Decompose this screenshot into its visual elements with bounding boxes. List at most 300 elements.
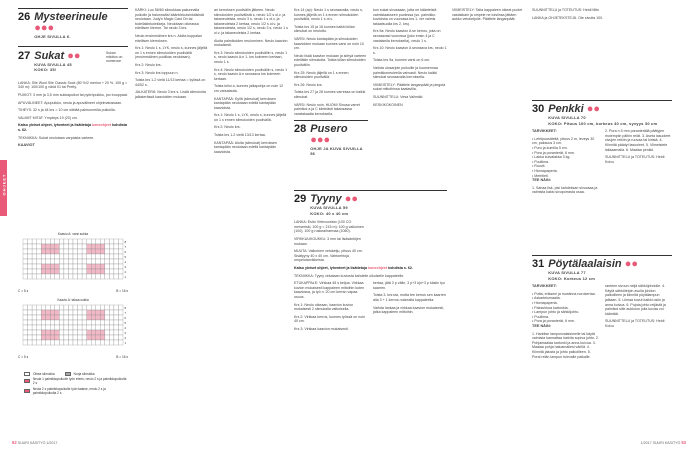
body-text: ranteen sivuun neljä sähköjohdolle. 4. Käytä sähköteipin avulla johdon paikoilleen ja kiinnitä pöytälampun jalkaan. 5. Liimaa kuvut kaikki osiin ja anna kuivua. 6. Pujota johto reijästä ja palmikoi sille aukkoon jolla kuvaa voi kääntää. xyxy=(605,284,666,316)
body-text: MUUTA: Valkoinen vetoketju, pituus 40 cm. Sisätyyny 40 x 40 cm. Vahtoehtoja ompelutarvikkeista. xyxy=(294,249,363,263)
chart-cell xyxy=(46,269,51,274)
chart-cell xyxy=(109,310,114,315)
pattern-26-header xyxy=(18,12,128,40)
chart-cell xyxy=(64,249,69,254)
chart-cell xyxy=(37,264,42,269)
chart-cell xyxy=(68,305,73,310)
rule xyxy=(294,190,447,191)
pattern-size: KOKO: Pituus 100 cm, korkeus 40 cm, syvyys 30 cm xyxy=(548,120,658,126)
chart-cell xyxy=(37,320,42,325)
section-tab xyxy=(0,160,7,216)
lanka-text: LANKA: Sile Wool Sile Classic Sock (80 %/2 merino + 20 %, 100 g = 340 m): 100/100 g väriä 01 tai Pretty. xyxy=(18,80,128,90)
chart-cell xyxy=(109,325,114,330)
supply-item: • Puuliima. xyxy=(532,314,550,319)
legend-item: Neula 1 palmikkopuikolle työn eteen, neulo 2 s ja palmikkopuikolta 2 s xyxy=(24,377,128,385)
chart-cell xyxy=(37,239,42,244)
chart-cell xyxy=(78,340,83,345)
chart-cell xyxy=(28,335,33,340)
chart-cell xyxy=(114,320,119,325)
rule xyxy=(294,120,368,121)
chart-cell xyxy=(109,254,114,259)
chart-cell xyxy=(118,315,123,320)
pattern-31-header xyxy=(532,259,672,281)
supply-item: • Puuliima. xyxy=(532,159,550,164)
chart-cell xyxy=(109,305,114,310)
kaavio-heading: KAAVIOT xyxy=(18,143,35,148)
chart-cell xyxy=(109,249,114,254)
chart-cell xyxy=(118,249,123,254)
chart-cell xyxy=(37,259,42,264)
chart-cell xyxy=(46,239,51,244)
chart-cell xyxy=(73,340,78,345)
chart-cell xyxy=(37,254,42,259)
chart-row-label: 4 xyxy=(124,259,127,264)
chart-cell xyxy=(105,340,110,345)
body-text: VIIMEISTELY: Päättele langanpäät ja pingota sukat mittoihinsa kaatavilla. xyxy=(373,82,446,92)
supply-item: • Lampun johto ja sähköjohto. xyxy=(532,310,580,315)
chart-cell xyxy=(91,269,96,274)
section-heading: TEE NÄIN: xyxy=(532,323,551,328)
chart-cell xyxy=(50,335,55,340)
chart-cell xyxy=(109,259,114,264)
chart-cell xyxy=(105,259,110,264)
chart-row-label: 2 xyxy=(124,335,127,340)
body-text: KANTAPÄÄ: Aloita (silmukat) kerroksen kantapään neulotaan edellä kantapään kaavioista. xyxy=(214,140,278,154)
pattern-27-header xyxy=(18,51,128,73)
chart-cell xyxy=(82,249,87,254)
chart-cell xyxy=(46,259,51,264)
chart-cell xyxy=(68,259,73,264)
chart-cell xyxy=(64,310,69,315)
body-text: Toista kriisi a, kunnes jalkapohja on noin 12 cm varsatauta. xyxy=(214,84,284,93)
chart-cell xyxy=(32,315,37,320)
chart-cell xyxy=(37,340,42,345)
chart-cell xyxy=(64,325,69,330)
chart-cell xyxy=(96,269,101,274)
chart-title: Kaavio A: takaa sukka xyxy=(57,298,89,302)
chart-cell xyxy=(118,330,123,335)
chart-cell xyxy=(32,305,37,310)
chart-cell xyxy=(91,254,96,259)
chart-cell xyxy=(91,259,96,264)
chart-cell xyxy=(68,274,73,279)
chart-cell xyxy=(73,274,78,279)
chart-cell xyxy=(100,269,105,274)
chart-cell xyxy=(109,264,114,269)
chart-cell xyxy=(46,264,51,269)
body-text: kertaa, jätä 3 p välin, 3 p+3 kjn+3 p käsiin tyo kaarren. xyxy=(373,281,445,290)
chart-cell xyxy=(96,315,101,320)
chart-row-label: 2 xyxy=(124,269,127,274)
pattern-30-header xyxy=(532,104,672,126)
chart-cell xyxy=(118,274,123,279)
chart-cell xyxy=(28,330,33,335)
chart-cell xyxy=(109,320,114,325)
legend-item: Oikea silmukka Nurja silmukka xyxy=(24,372,128,376)
supply-item: • Hiomapaperia. xyxy=(532,300,558,305)
chart-cell xyxy=(32,330,37,335)
pattern-number: 27 xyxy=(18,49,31,62)
chart-row-label: 1 xyxy=(124,274,127,279)
chart-cell xyxy=(105,330,110,335)
chart-cell xyxy=(100,259,105,264)
chart-cell xyxy=(73,259,78,264)
chart-cell xyxy=(59,269,64,274)
chart-a xyxy=(18,232,128,293)
chart-cell xyxy=(64,254,69,259)
chart-cell xyxy=(46,320,51,325)
body-text: Neulo lisää kaavion mukaan ja siirtyä varteen edelläkin silmukoita. Toista kiilan silmukoiden puoliväliin. xyxy=(294,53,367,67)
chart-cell xyxy=(41,320,46,325)
chart-cell xyxy=(73,249,78,254)
chart-cell xyxy=(32,244,37,249)
chart-cell xyxy=(23,335,28,340)
chart-cell xyxy=(28,254,33,259)
legend-item: Neula 2 s palmikkopuikolle työn taakse, neulo 2 s ja palmikkopuikolta 2 s xyxy=(24,387,128,395)
chart-cell xyxy=(59,305,64,310)
column-1 xyxy=(18,8,128,151)
supply-item: • Pora ja poranterät, 6 mm. xyxy=(532,150,576,155)
chart-cell xyxy=(64,274,69,279)
chart-cell xyxy=(59,315,64,320)
chart-cell xyxy=(96,244,101,249)
chart-cell xyxy=(87,310,92,315)
chart-cell xyxy=(23,325,28,330)
chart-cell xyxy=(41,335,46,340)
chart-cell xyxy=(55,264,60,269)
chart-cell xyxy=(114,274,119,279)
chart-xlabel: C = 5 s xyxy=(18,355,29,359)
chart-cell xyxy=(23,264,28,269)
body-text: KANTAPÄÄ: Kyllä (silmukat) kerroksen kantapään neulotaan edellä kantapään kaavioista. xyxy=(214,96,277,110)
chart-cell xyxy=(23,244,28,249)
chart-cell xyxy=(96,325,101,330)
chart-cell xyxy=(96,305,101,310)
pattern-title: Sukat ●● xyxy=(34,49,81,62)
column-4 xyxy=(294,8,368,156)
chart-cell xyxy=(91,325,96,330)
body-text: Krs 25: Neulo jäljellä on 1 s ennen silmukoiden puoliväliä. xyxy=(294,70,349,80)
body-text: VIIMEISTELY: Taita kappaleen oikeat puolet vastakkain ja ompele ne toisiinsa jättäen aukko vetoketjulle. Päättele langanpäät. xyxy=(452,8,523,22)
chart-cell xyxy=(114,249,119,254)
chart-cell xyxy=(50,244,55,249)
chart-cell xyxy=(32,325,37,330)
chart-cell xyxy=(96,340,101,345)
chart-cell xyxy=(82,305,87,310)
chart-cell xyxy=(41,340,46,345)
body-text: 2. Pora n 5 mm poranterällä päätyjen molempiin päihin reiät. 3. Aseta lasuoleet sivujen reikiin ja ruuvaa tai kiristä. 4. Kiinnitä päädyt lasuoleet, 5. Viimeistele lakkaamalla. 6. Maalaa penkki. xyxy=(605,129,671,152)
chart-cell xyxy=(28,305,33,310)
body-text: KÄRKI: Luo 56/60 silmukkaa pakunnalla puikolle ja halunnalta! kääntörkutsinkäisistä neulotaan. Judy's Magic Cast On tai todellakinkoiekkeja. Neulotaan oikeassa edellisen kierron. Tai neulo 3 krs. xyxy=(135,8,204,31)
chart-cell xyxy=(87,259,92,264)
footer-right xyxy=(641,440,686,445)
pattern-size: KOKO: Korkeus 12 cm xyxy=(548,275,595,281)
body-text: Krs 4: Neulo silmukoiden puoliväliin s, neulo 1 s, neulo kaavio A:n seuraava krs kolmeen kertaan. xyxy=(214,67,288,81)
pattern-subtitle: KUVA SIVULLA 77 xyxy=(548,270,586,275)
body-text: Krs 26: Neulo krs. xyxy=(294,82,323,87)
valmis-text: VALMIIT MITAT: Ympärys 19 (20) cm. xyxy=(18,115,78,120)
chart-cell xyxy=(23,239,28,244)
chart-cell xyxy=(37,249,42,254)
body-text: Krs 2: Virkkaa kerros, kunnes työssä on noin 40 cm. xyxy=(294,314,366,324)
chart-cell xyxy=(41,239,46,244)
chart-cell xyxy=(46,249,51,254)
chart-cell xyxy=(37,305,42,310)
chart-cell xyxy=(64,244,69,249)
chart-cell xyxy=(37,330,42,335)
chart-cell xyxy=(64,315,69,320)
chart-cell xyxy=(82,320,87,325)
chart-cell xyxy=(37,269,42,274)
supply-item: • Metritieti. xyxy=(532,173,549,178)
body-text: Toista krs 15 ja 16 kunnes kaikki kiilan silmukat on neulottu. xyxy=(294,24,355,34)
chart-cell xyxy=(96,335,101,340)
chart-cell xyxy=(55,325,60,330)
chart-cell xyxy=(118,335,123,340)
chart-cell xyxy=(91,310,96,315)
pattern-size: KOKO: 35/ xyxy=(34,67,57,73)
chart-cell xyxy=(37,310,42,315)
chart-cell xyxy=(41,259,46,264)
chart-cell xyxy=(59,330,64,335)
chart-cell xyxy=(73,269,78,274)
chart-ylabel: B = 16 s xyxy=(116,289,128,293)
body-text: TEKNIIKKA: Tyyny virkataan kuviosta kahdelle ulkoiselle kappaleelle. xyxy=(294,273,405,278)
chart-cell xyxy=(100,330,105,335)
chart-cell xyxy=(46,310,51,315)
chart-cell xyxy=(28,340,33,345)
chart-cell xyxy=(96,259,101,264)
chart-cell xyxy=(23,259,28,264)
pattern-subtitle: KUVA SIVULLA 45 xyxy=(34,61,72,67)
chart-row-label: 8 xyxy=(124,305,127,310)
chart-cell xyxy=(109,330,114,335)
chart-cell xyxy=(23,310,28,315)
body-text: Krs 3: Neulo krs toppuun n. xyxy=(135,70,179,75)
chart-cell xyxy=(87,254,92,259)
chart-cell xyxy=(23,320,28,325)
chart-cell xyxy=(96,264,101,269)
chart-cell xyxy=(46,254,51,259)
chart-cell xyxy=(55,330,60,335)
chart-cell xyxy=(87,239,92,244)
chart-cell xyxy=(28,310,33,315)
chart-cell xyxy=(78,259,83,264)
chart-cell xyxy=(46,340,51,345)
chart-cell xyxy=(96,330,101,335)
chart-cell xyxy=(100,239,105,244)
chart-cell xyxy=(114,310,119,315)
chart-cell xyxy=(87,315,92,320)
chart-cell xyxy=(87,264,92,269)
chart-cell xyxy=(118,239,123,244)
chart-cell xyxy=(23,315,28,320)
chart-cell xyxy=(55,259,60,264)
size-note: Sukan mitoitus on numeroon xyxy=(106,50,123,63)
chart-cell xyxy=(68,310,73,315)
chart-cell xyxy=(32,274,37,279)
pattern-title: Pöytälaalaisin ●● xyxy=(548,258,638,270)
chart-row-label: 1 xyxy=(124,340,127,345)
chart-cell xyxy=(87,269,92,274)
chart-cell xyxy=(68,340,73,345)
chart-row-label: 7 xyxy=(124,310,127,315)
body-text: LANKA: Esito Virtevuoristo (100 CO merseriski, 100 g = 215 m): 100 g valkoinen (100), 100 g ruskea/harmaa (1060). xyxy=(294,220,364,234)
chart-cell xyxy=(109,340,114,345)
chart-cell xyxy=(23,305,28,310)
legend-swatch xyxy=(24,389,30,393)
chart-cell xyxy=(28,315,33,320)
chart-cell xyxy=(68,315,73,320)
chart-cell xyxy=(32,239,37,244)
chart-cell xyxy=(68,244,73,249)
chart-cell xyxy=(105,274,110,279)
chart-cell xyxy=(82,254,87,259)
chart-cell xyxy=(55,335,60,340)
chart-cell xyxy=(50,340,55,345)
body-text: Toista krs 1-2 vielä 11/13 kertaa = kylissä on 44/52 s. xyxy=(135,78,206,87)
footer-left xyxy=(12,440,57,445)
chart-cell xyxy=(73,320,78,325)
chart-cell xyxy=(28,259,33,264)
chart-cell xyxy=(78,274,83,279)
pattern-title: Pusero ●●● xyxy=(310,123,348,147)
chart-cell xyxy=(28,274,33,279)
chart-cell xyxy=(41,305,46,310)
chart-cell xyxy=(28,239,33,244)
chart-cell xyxy=(37,274,42,279)
chart-cell xyxy=(78,335,83,340)
column-6 xyxy=(452,8,526,25)
chart-cell xyxy=(114,264,119,269)
chart-cell xyxy=(105,264,110,269)
chart-row-label: 8 xyxy=(124,239,127,244)
chart-cell xyxy=(114,335,119,340)
chart-cell xyxy=(78,244,83,249)
pattern-number: 29 xyxy=(294,193,307,205)
chart-cell xyxy=(46,335,51,340)
column-5 xyxy=(373,8,447,110)
chart-cell xyxy=(41,264,46,269)
column-3 xyxy=(214,8,288,157)
chart-cell xyxy=(82,315,87,320)
chart-cell xyxy=(68,269,73,274)
chart-cell xyxy=(32,269,37,274)
chart-title: Kaavio A: varsi sukka xyxy=(57,232,89,236)
chart-cell xyxy=(78,249,83,254)
chart-cell xyxy=(91,315,96,320)
chart-a-grid xyxy=(18,236,128,284)
chart-cell xyxy=(55,320,60,325)
supply-list xyxy=(532,292,599,324)
chart-cell xyxy=(46,274,51,279)
supply-item: • Putta, erikseni ja mustinna norokertaa. xyxy=(532,291,596,296)
apu-text: APUVÄLINEET: Apupuikko, neula ja apuvälineet ohjelmatossaan. xyxy=(18,100,123,105)
footer-text: 1/2017 SUURI KÄSITYÖ xyxy=(640,441,681,445)
body-text: Krs 1: Neulo oikeaan, kaavion kuvion mukaisesti 2 silmukalla valkoisella. xyxy=(294,302,354,312)
chart-cell xyxy=(105,269,110,274)
chart-cell xyxy=(105,244,110,249)
chart-cell xyxy=(59,244,64,249)
legend-swatch xyxy=(24,372,30,376)
body-text: 1. Harkitse lampunvalaisimelle tai käytä valmista kannattaa harkita sopiva johto. 2. Pohjamaalaa kartonki ja anna kuivua. 3. Maalaa pohja haluamallesi värillä. 4. Kiinnitä jalusta ja johto paikoilleen. 5. Porai reiän lampun tulevalle paikalle. xyxy=(532,331,599,359)
chart-cell xyxy=(100,315,105,320)
chart-cell xyxy=(41,274,46,279)
rule xyxy=(18,8,128,9)
body-text: Toista krs 1-2 vielä 13/13 kertaa. xyxy=(214,133,266,138)
chart-cell xyxy=(55,305,60,310)
chart-cell xyxy=(82,274,87,279)
chart-cell xyxy=(55,239,60,244)
chart-cell xyxy=(68,335,73,340)
chart-cell xyxy=(41,244,46,249)
body-text: VIRKKUUKOUKKU: 3 mm tai lisäsäntöjen mukaan. xyxy=(294,236,361,246)
chart-cell xyxy=(32,249,37,254)
chart-cell xyxy=(59,249,64,254)
chart-cell xyxy=(50,269,55,274)
chart-cell xyxy=(100,325,105,330)
chart-xlabel: C = 5 s xyxy=(18,289,29,293)
chart-cell xyxy=(37,325,42,330)
chart-cell xyxy=(96,239,101,244)
body-text: VARSI: Neulo kantapään ja silmukoiden kaavioiden mukaan kunnes varsi on noin 10 cm. xyxy=(294,36,364,51)
body-text: Aloita palmikoiden neulominen. Neulo kaavion mukaisesti. xyxy=(214,38,288,48)
chart-cell xyxy=(100,305,105,310)
credit-text: SUUNNITTELU ja TOTEUTUS: Heidi Koivu xyxy=(605,319,665,328)
chart-cell xyxy=(73,310,78,315)
supply-item: • Paksuhkoa kartonkia. xyxy=(532,305,569,310)
chart-cell xyxy=(41,330,46,335)
puikot-text: PUIKOT: 3 mm ja 3,5 mm sukkapuikot tai pyöröpuikko, joo truoppaat. xyxy=(18,92,128,97)
chart-cell xyxy=(28,264,33,269)
pattern-number: 31 xyxy=(532,258,545,270)
chart-cell xyxy=(78,239,83,244)
chart-cell xyxy=(59,254,64,259)
chart-row-label: 3 xyxy=(124,264,127,269)
chart-cell xyxy=(109,274,114,279)
body-text: Krs 3: Neulo silmukoiden puoliväliin s, neulo 1 s, neulo kaavio A:n 1. krs kolmeen kertaan, neulo 1 s. xyxy=(214,50,288,64)
chart-cell xyxy=(55,340,60,345)
chart-cell xyxy=(78,305,83,310)
chart-cell xyxy=(78,269,83,274)
pattern-30 xyxy=(532,100,672,198)
body-text: SUUNNITTELU: Vesa Valimäki xyxy=(373,94,423,99)
chart-cell xyxy=(64,330,69,335)
chart-row-label: 6 xyxy=(124,249,127,254)
footer-text: SUURI KÄSITYÖ 1/2017 xyxy=(17,441,58,445)
pattern-title: Tyyny ●● xyxy=(310,193,358,205)
chart-cell xyxy=(82,310,87,315)
chart-cell xyxy=(32,320,37,325)
body-text: Krs 10: Neulo kaavion A seuraava krs, neulo 1 s. xyxy=(373,46,447,55)
chart-cell xyxy=(41,315,46,320)
chart-cell xyxy=(96,320,101,325)
chart-cell xyxy=(64,305,69,310)
chart-cell xyxy=(32,264,37,269)
chart-b-grid xyxy=(18,302,128,350)
body-text: LANKA ja OHJETEKSTEJÄ. Ote sivulta 100. xyxy=(532,15,604,20)
page-number: 52 xyxy=(12,440,17,445)
body-text: JALKATERÄ: Neulo 3 krs s. Lisää silmukoita jalkaterässä kaavioiden mukaan. xyxy=(135,90,206,99)
chart-cell xyxy=(46,244,51,249)
chart-cell xyxy=(55,249,60,254)
chart-cell xyxy=(23,254,28,259)
chart-cell xyxy=(55,274,60,279)
chart-cell xyxy=(109,315,114,320)
chart-row-label: 5 xyxy=(124,320,127,325)
chart-cell xyxy=(82,335,87,340)
chart-cell xyxy=(73,264,78,269)
